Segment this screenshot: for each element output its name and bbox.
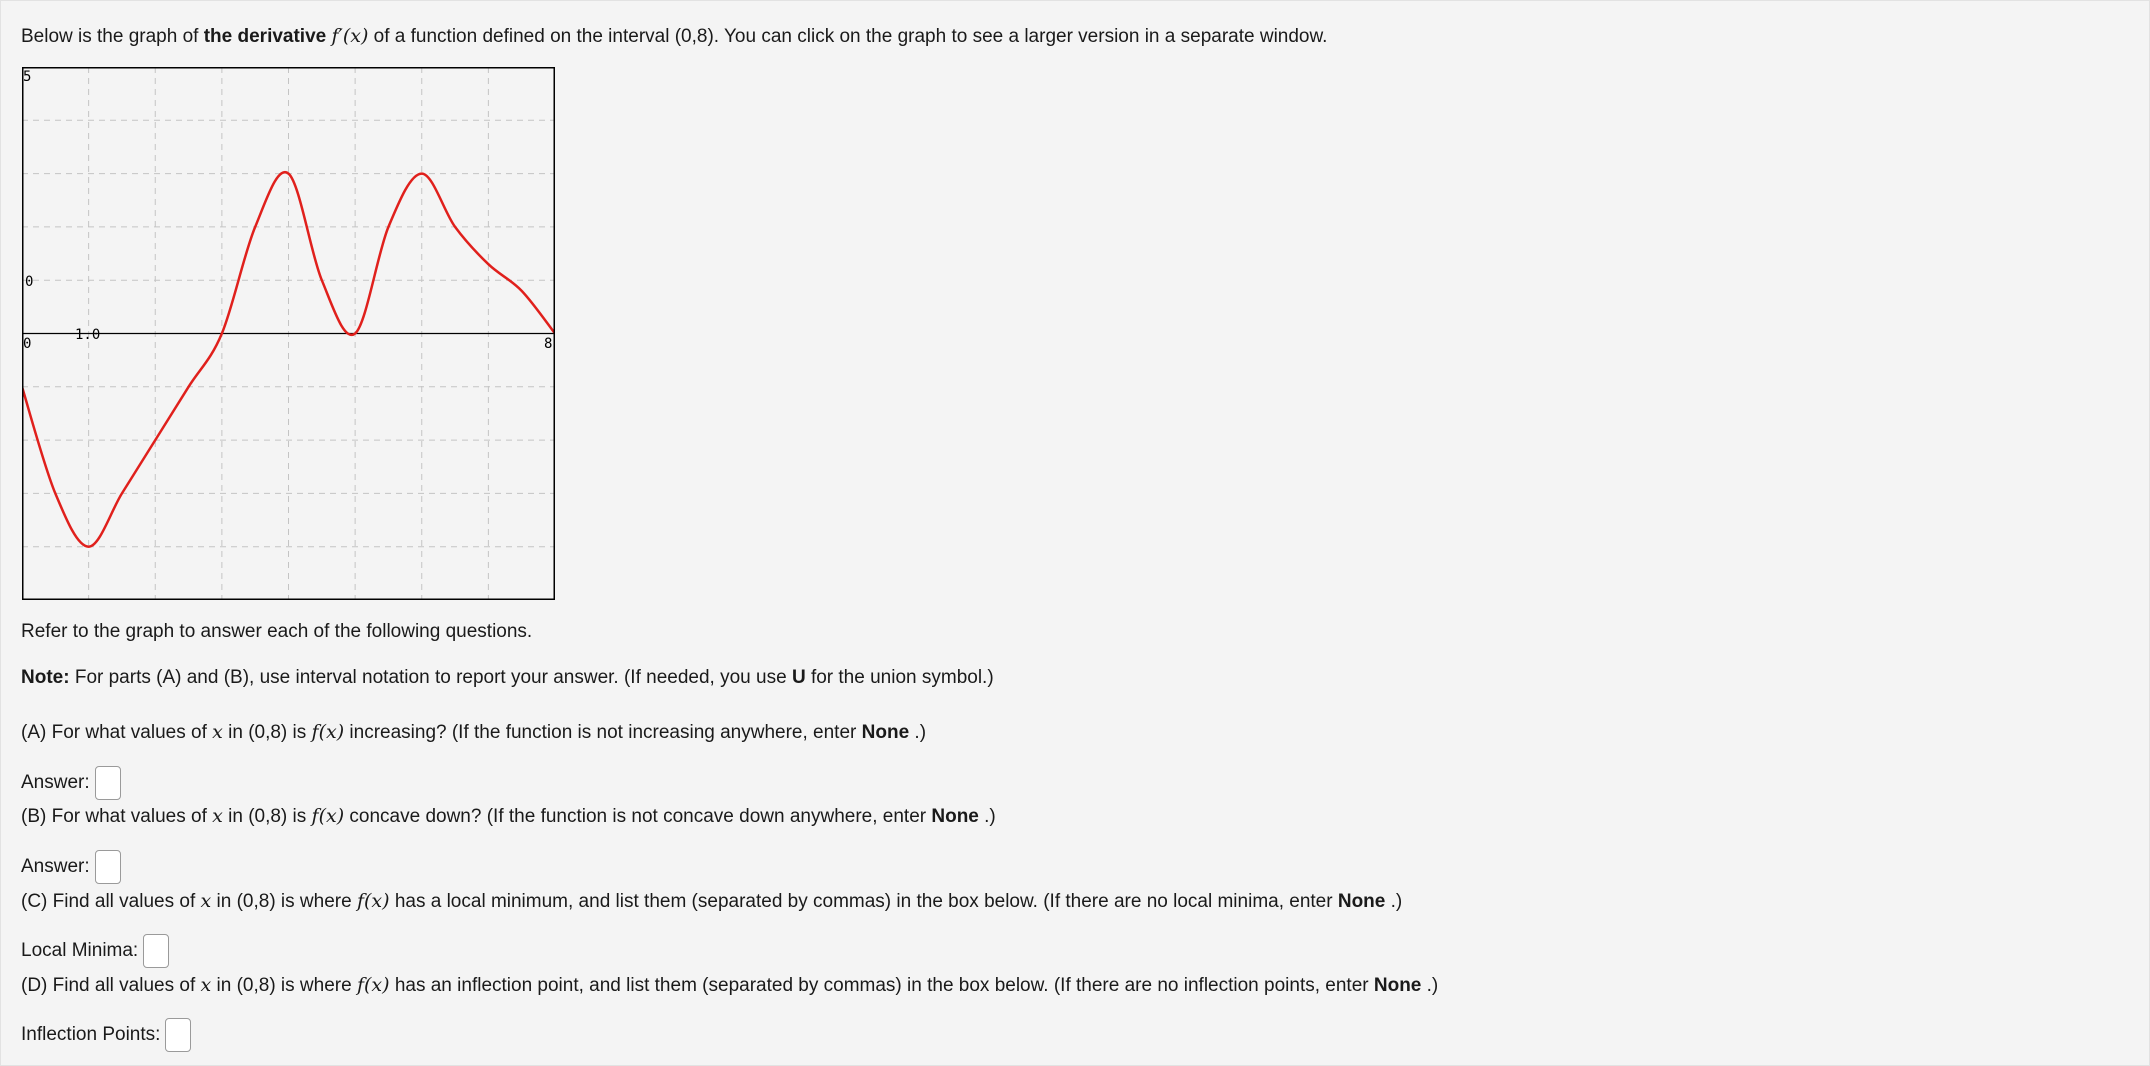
note-text (21, 666, 994, 690)
answer-a-label: Answer: (21, 772, 90, 793)
qb-text2: in (0,8) is (222, 806, 312, 827)
union-symbol: U (791, 667, 806, 688)
qc-text2: in (0,8) is where (211, 891, 357, 912)
zero-label: 0 (25, 274, 34, 290)
note-body: For parts (A) and (B), use interval notation to report your answer. (If needed, you use (69, 667, 792, 688)
intro-math: f′(x) (331, 25, 369, 47)
qc-x: x (200, 890, 212, 912)
tick-label: 1.0 (75, 327, 101, 343)
question-b (21, 804, 996, 829)
qd-text3: has an inflection point, and list them (separated by commas) in the box below. (If there are no inflection points, enter (389, 975, 1374, 996)
qc-fx: f(x) (356, 890, 390, 912)
qa-text2: in (0,8) is (222, 722, 312, 743)
qb-text: (B) For what values of (21, 806, 213, 827)
qd-text4: .) (1421, 975, 1439, 996)
qc-text4: .) (1385, 891, 1403, 912)
qd-text: (D) Find all values of (21, 975, 201, 996)
note-end: for the union symbol.) (805, 667, 994, 688)
qd-none: None (1373, 975, 1422, 996)
derivative-graph[interactable] (22, 67, 555, 600)
qa-fx: f(x) (311, 721, 345, 743)
qc-text: (C) Find all values of (21, 891, 201, 912)
qd-x: x (200, 974, 212, 996)
qb-text3: concave down? (If the function is not concave down anywhere, enter (344, 806, 932, 827)
inflection-points-row (21, 1017, 191, 1053)
intro-after: of a function defined on the interval (0,8). You can click on the graph to see a larger version in a separate window. (368, 26, 1328, 47)
qc-text3: has a local minimum, and list them (separated by commas) in the box below. (If there are no local minima, enter (389, 891, 1338, 912)
question-a (21, 720, 926, 745)
answer-b-label: Answer: (21, 856, 90, 877)
qd-fx: f(x) (356, 974, 390, 996)
note-bold: Note: (21, 667, 70, 688)
refer-text: Refer to the graph to answer each of the following questions. (21, 621, 533, 642)
qc-none: None (1337, 891, 1386, 912)
qa-text: (A) For what values of (21, 722, 213, 743)
inflection-points-label: Inflection Points: (21, 1024, 161, 1045)
answer-a-input[interactable] (95, 766, 121, 800)
qd-text2: in (0,8) is where (211, 975, 357, 996)
xmin-label: 0 (23, 336, 32, 352)
qa-text3: increasing? (If the function is not increasing anywhere, enter (344, 722, 862, 743)
local-minima-input[interactable] (143, 934, 169, 968)
qb-x: x (212, 805, 223, 827)
question-c (21, 889, 1402, 914)
qa-none: None (861, 722, 910, 743)
intro-before: Below is the graph of (21, 26, 204, 47)
intro-text (21, 24, 1327, 49)
qb-none: None (931, 806, 979, 827)
answer-b-input[interactable] (95, 850, 121, 884)
local-minima-label: Local Minima: (21, 940, 139, 961)
xmax-label: 8 (544, 336, 553, 352)
qb-text4: .) (978, 806, 996, 827)
qa-text4: .) (909, 722, 927, 743)
intro-bold: the derivative (203, 26, 327, 47)
local-minima-row (21, 933, 169, 969)
inflection-points-input[interactable] (165, 1018, 191, 1052)
question-d (21, 973, 1438, 998)
answer-b-row (21, 849, 121, 885)
corner-label: 5 (23, 69, 32, 85)
qa-x: x (212, 721, 223, 743)
answer-a-row (21, 765, 121, 801)
qb-fx: f(x) (311, 805, 345, 827)
